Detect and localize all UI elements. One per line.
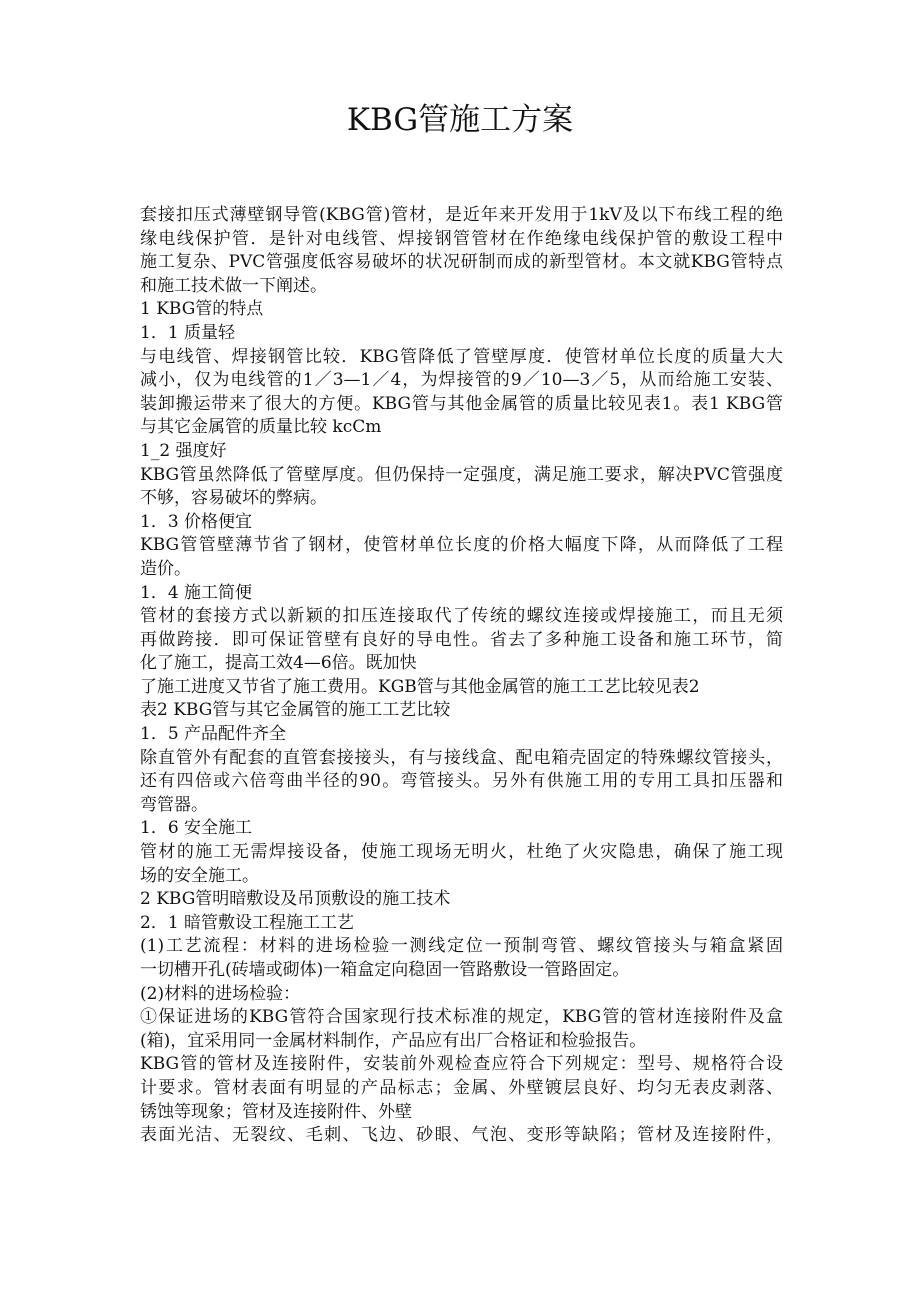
paragraph-line: 锈蚀等现象；管材及连接附件、外壁 (140, 1101, 412, 1122)
paragraph-line: KBG管的管材及连接附件，安装前外观检查应符合下列规定：型号、规格符合设 (140, 1054, 783, 1075)
paragraph-line: 与电线管、焊接钢管比较．KBG管降低了管壁厚度．使管材单位长度的质量大大 (140, 346, 783, 367)
paragraph-line: 施工复杂、PVC管强度低容易破坏的状况研制而成的新型管材。本文就KBG管特点 (140, 252, 783, 273)
paragraph-line: 缘电线保护管．是针对电线管、焊接钢管管材在作绝缘电线保护管的敷设工程中 (140, 228, 783, 249)
paragraph-line: 造价。 (140, 558, 191, 579)
document-title: KBG管施工方案 (346, 102, 574, 138)
paragraph-line: 与其它金属管的质量比较 kcCm (140, 417, 382, 438)
table-caption: 表2 KBG管与其它金属管的施工工艺比较 (140, 700, 451, 721)
subsection-heading: 1．1 质量轻 (140, 322, 236, 343)
paragraph-line: 一切槽开孔(砖墙或砌体)一箱盒定向稳固一管路敷设一管路固定。 (140, 960, 630, 980)
paragraph-line: (箱)，宜采用同一金属材料制作，产品应有出厂合格证和检验报告。 (140, 1030, 647, 1051)
paragraph-line: 弯管器。 (140, 794, 208, 815)
paragraph-line: 和施工技术做一下阐述。 (140, 275, 327, 296)
paragraph-line: 化了施工，提高工效4—6倍。既加快 (140, 653, 417, 674)
document-body (140, 204, 783, 1148)
paragraph-line: 管材的套接方式以新颖的扣压连接取代了传统的螺纹连接或焊接施工，而且无须 (140, 606, 783, 627)
paragraph-line: 计要求。管材表面有明显的产品标志；金属、外壁镀层良好、均匀无表皮剥落、 (140, 1077, 783, 1098)
paragraph-line: 套接扣压式薄壁钢导管(KBG管)管材，是近年来开发用于1kV及以下布线工程的绝 (140, 205, 783, 225)
subsection-heading: 1．5 产品配件齐全 (140, 724, 287, 745)
paragraph-line: 了施工进度又节省了施工费用。KGB管与其他金属管的施工工艺比较见表2 (140, 676, 700, 697)
section-heading: 2 KBG管明暗敷设及吊顶敷设的施工技术 (140, 889, 451, 910)
subsection-heading: 1_2 强度好 (140, 440, 227, 461)
paragraph-line: 再做跨接．即可保证管壁有良好的导电性。省去了多种施工设备和施工环节，简 (140, 629, 783, 650)
section-heading: 1 KBG管的特点 (140, 299, 264, 320)
subsection-heading: 1．6 安全施工 (140, 818, 253, 839)
paragraph-line: 不够，容易破坏的弊病。 (140, 488, 327, 509)
paragraph-line: 表面光洁、无裂纹、毛刺、飞边、砂眼、气泡、变形等缺陷；管材及连接附件， (140, 1125, 783, 1146)
paragraph-line: 还有四倍或六倍弯曲半径的90。弯管接头。另外有供施工用的专用工具扣压器和 (140, 771, 783, 792)
paragraph-line: 场的安全施工。 (140, 865, 259, 886)
subsection-heading: 2．1 暗管敷设工程施工工艺 (140, 912, 355, 933)
subsection-heading: 1．4 施工简便 (140, 582, 253, 603)
paragraph-line: 除直管外有配套的直管套接接头，有与接线盒、配电箱壳固定的特殊螺纹管接头， (140, 747, 783, 768)
paragraph-line: (2)材料的进场检验： (140, 983, 301, 1004)
paragraph-line: KBG管虽然降低了管壁厚度。但仍保持一定强度，满足施工要求，解决PVC管强度 (140, 464, 783, 485)
paragraph-line: 管材的施工无需焊接设备，使施工现场无明火，杜绝了火灾隐患，确保了施工现 (140, 842, 783, 863)
paragraph-line: 装卸搬运带来了很大的方便。KBG管与其他金属管的质量比较见表1。表1 KBG管 (140, 393, 783, 414)
paragraph-line: (1)工艺流程：材料的进场检验一测线定位一预制弯管、螺纹管接头与箱盒紧固 (140, 936, 783, 957)
paragraph-line: ①保证进场的KBG管符合国家现行技术标准的规定，KBG管的管材连接附件及盒 (140, 1007, 783, 1028)
paragraph-line: 减小，仅为电线管的1／3—1／4，为焊接管的9／10—3／5，从而给施工安装、 (140, 370, 783, 391)
subsection-heading: 1．3 价格便宜 (140, 511, 253, 532)
paragraph-line: KBG管管壁薄节省了钢材，使管材单位长度的价格大幅度下降，从而降低了工程 (140, 535, 783, 556)
